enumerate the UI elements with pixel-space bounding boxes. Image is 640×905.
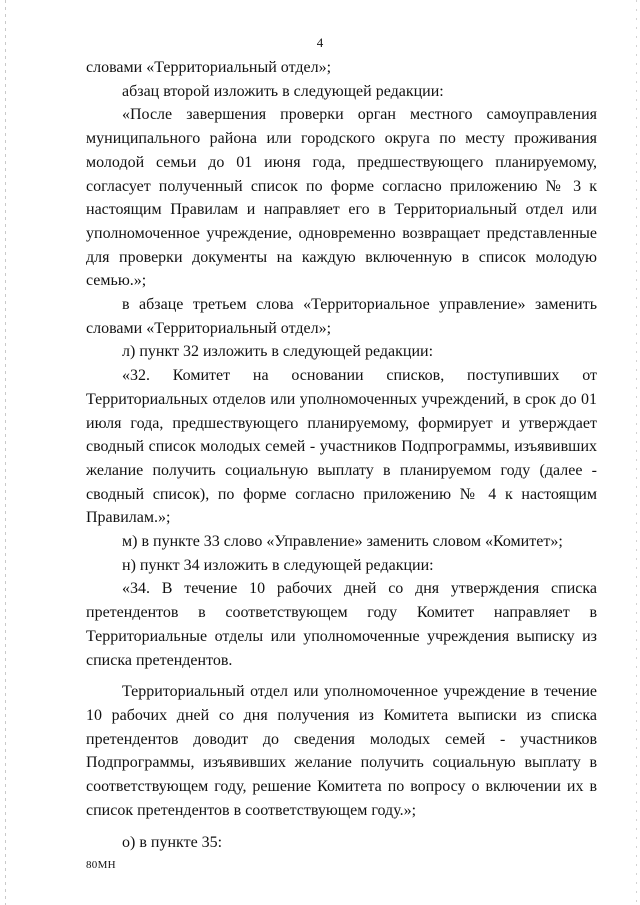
scan-edge-right — [636, 0, 637, 905]
paragraph: о) в пункте 35: — [122, 833, 223, 851]
paragraph: н) пункт 34 изложить в следующей редакции: — [122, 556, 434, 574]
paragraph: в абзаце третьем слова «Территориальное управление» заменить словами «Территориальный отдел»; — [86, 296, 597, 337]
document-body — [86, 56, 597, 854]
scan-edge-left — [5, 0, 6, 905]
paragraph: л) пункт 32 изложить в следующей редакции: — [122, 343, 434, 361]
page-number: 4 — [316, 35, 324, 50]
paragraph: словами «Территориальный отдел»; — [86, 59, 332, 76]
paragraph: абзац второй изложить в следующей редакции: — [122, 82, 444, 100]
paragraph: «После завершения проверки орган местного самоуправления муниципального района или городского округа по месту проживания молодой семьи до 01 июня года, предшествующего планируемому, согласует полученный список по форме согласно приложению № 3 к настоящим Правилам и направляет его в Территориальный отдел или уполномоченное учреждение, одновременно возвращает представленные для проверки документы на каждую включенную в список молодую семью.»; — [86, 106, 597, 290]
footer-code: 80МН — [86, 859, 116, 871]
paragraph: «32. Комитет на основании списков, поступивших от Территориальных отделов или уполномоченных учреждений, в срок до 01 июля года, предшествующего планируемому, формирует и утверждает сводный список молодых семей - участников Подпрограммы, изъявивших желание получить социальную выплату в планируемом году (далее - сводный список), по форме согласно приложению № 4 к настоящим Правилам.»; — [86, 367, 597, 527]
paragraph: м) в пункте 33 слово «Управление» заменить словом «Комитет»; — [122, 533, 563, 551]
paragraph: Территориальный отдел или уполномоченное учреждение в течение 10 рабочих дней со дня получения из Комитета выписки из списка претендентов доводит до сведения молодых семей - участников Подпрограммы, изъявивших желание получить социальную выплату в соответствующем году, решение Комитета по вопросу о включении их в список претендентов в соответствующем году.»; — [86, 683, 597, 819]
paragraph: «34. В течение 10 рабочих дней со дня утверждения списка претендентов в соответствующем году Комитет направляет в Территориальные отделы или уполномоченные учреждения выписку из списка претендентов. — [86, 580, 597, 669]
